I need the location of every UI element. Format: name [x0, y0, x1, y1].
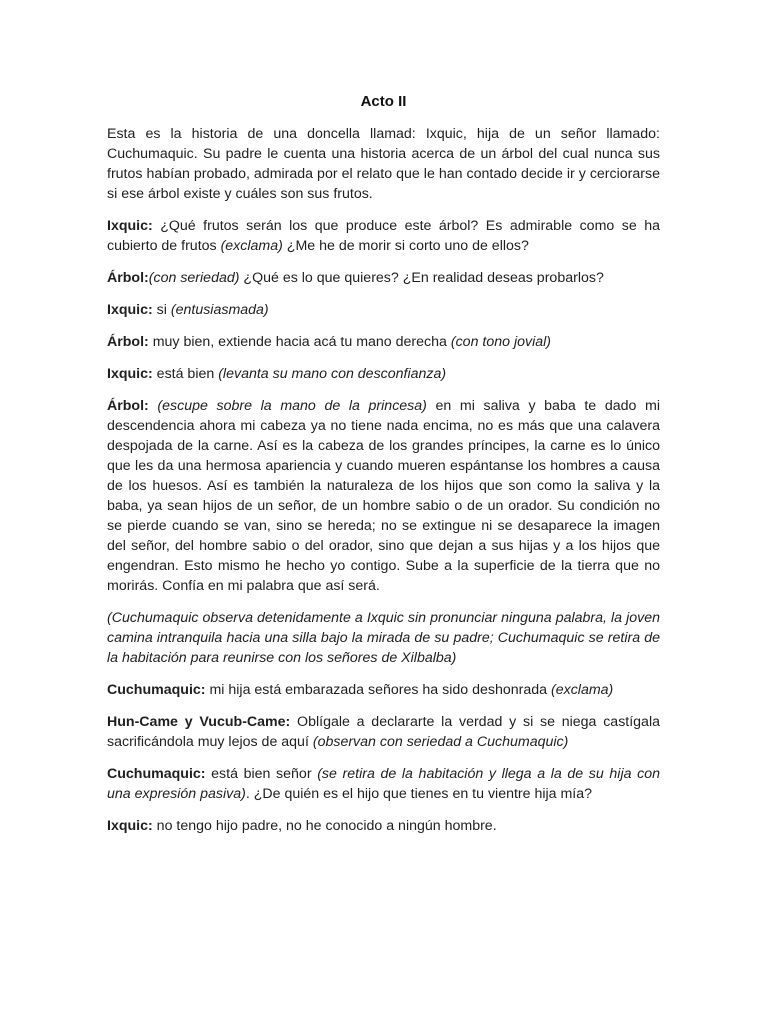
speaker-name: Ixquic:	[107, 218, 153, 234]
document-page	[107, 92, 660, 848]
speaker-name: Árbol:	[107, 270, 149, 286]
dialogue-line	[107, 712, 660, 752]
stage-direction-paragraph	[107, 608, 660, 668]
dialogue-text: en mi saliva y baba te dado mi descendencia ahora mi cabeza ya no tiene nada encima, no es más que una calavera despojada de la carne. Así es la cabeza de los grandes príncipes, la carne es lo único que les da una hermosa apariencia y cuando mueren espántanse los hombres a causa de los huesos. Así es también la naturaleza de los hijos que son como la saliva y la baba, ya sean hijos de un señor, de un hombre sabio o de un orador. Su condición no se pierde cuando se van, sino se hereda; no se extingue ni se desaparece la imagen del señor, del hombre sabio o del orador, sino que dejan a sus hijas y a los hijos que engendran. Esto mismo he hecho yo contigo. Sube a la superficie de la tierra que no morirás. Confía en mi palabra que así será.	[107, 398, 660, 594]
speaker-name: Árbol:	[107, 398, 149, 414]
intro-paragraph: Esta es la historia de una doncella llamad: Ixquic, hija de un señor llamado: Cuchumaquic. Su padre le cuenta una historia acerca de un árbol del cual nunca sus frutos habían probado, admirada por el relato que le han contado decide ir y cerciorarse si ese árbol existe y cuáles son sus frutos.	[107, 126, 660, 202]
stage-direction: (se retira de la habitación y llega a la de su hija con una expresión pasiva)	[107, 766, 660, 802]
dialogue-line	[107, 216, 660, 256]
dialogue-text: mi hija está embarazada señores ha sido deshonrada	[205, 682, 551, 698]
dialogue-text: no tengo hijo padre, no he conocido a ningún hombre.	[152, 818, 497, 834]
dialogue-line	[107, 364, 660, 384]
stage-direction: (exclama)	[220, 238, 283, 254]
dialogue-text: si	[152, 302, 171, 318]
speaker-name: Ixquic:	[107, 818, 153, 834]
dialogue-text: Oblígale a declararte la verdad y si se niega castígala sacrificándola muy lejos de aquí	[107, 714, 660, 750]
dialogue-text: muy bien, extiende hacia acá tu mano derecha	[148, 334, 451, 350]
speaker-name: Hun-Came y Vucub-Came:	[107, 714, 291, 730]
dialogue-line	[107, 816, 660, 836]
speaker-name: Árbol:	[107, 334, 149, 350]
dialogue-line	[107, 680, 660, 700]
dialogue-line	[107, 396, 660, 596]
dialogue-line	[107, 332, 660, 352]
dialogue-text: ¿Qué frutos serán los que produce este árbol? Es admirable como se ha cubierto de frutos	[107, 218, 660, 254]
speaker-name: Cuchumaquic:	[107, 682, 206, 698]
speaker-name: Ixquic:	[107, 302, 153, 318]
stage-direction: (con seriedad)	[148, 270, 240, 286]
stage-direction: (con tono jovial)	[450, 334, 552, 350]
stage-direction: (observan con seriedad a Cuchumaquic)	[312, 734, 569, 750]
dialogue-text: ¿Qué es lo que quieres? ¿En realidad deseas probarlos?	[239, 270, 604, 286]
speaker-name: Ixquic:	[107, 366, 153, 382]
dialogue-text: ¿Me he de morir si corto uno de ellos?	[282, 238, 529, 254]
dialogue-text: está bien	[152, 366, 219, 382]
stage-direction: (escupe sobre la mano de la princesa)	[157, 398, 427, 414]
dialogue-line	[107, 764, 660, 804]
speaker-name: Cuchumaquic:	[107, 766, 206, 782]
dialogue-line	[107, 268, 660, 288]
stage-direction: (entusiasmada)	[170, 302, 269, 318]
stage-direction: (exclama)	[550, 682, 614, 698]
dialogue-text: . ¿De quién es el hijo que tienes en tu vientre hija mía?	[245, 786, 593, 802]
dialogue-line	[107, 300, 660, 320]
stage-direction: (Cuchumaquic observa detenidamente a Ixquic sin pronunciar ninguna palabra, la joven camina intranquila hacia una silla bajo la mirada de su padre; Cuchumaquic se retira de la habitación para reunirse con los señores de Xilbalba)	[107, 610, 660, 666]
act-title: Acto II	[360, 93, 407, 110]
dialogue-text: está bien señor	[205, 766, 318, 782]
stage-direction: (levanta su mano con desconfianza)	[218, 366, 447, 382]
